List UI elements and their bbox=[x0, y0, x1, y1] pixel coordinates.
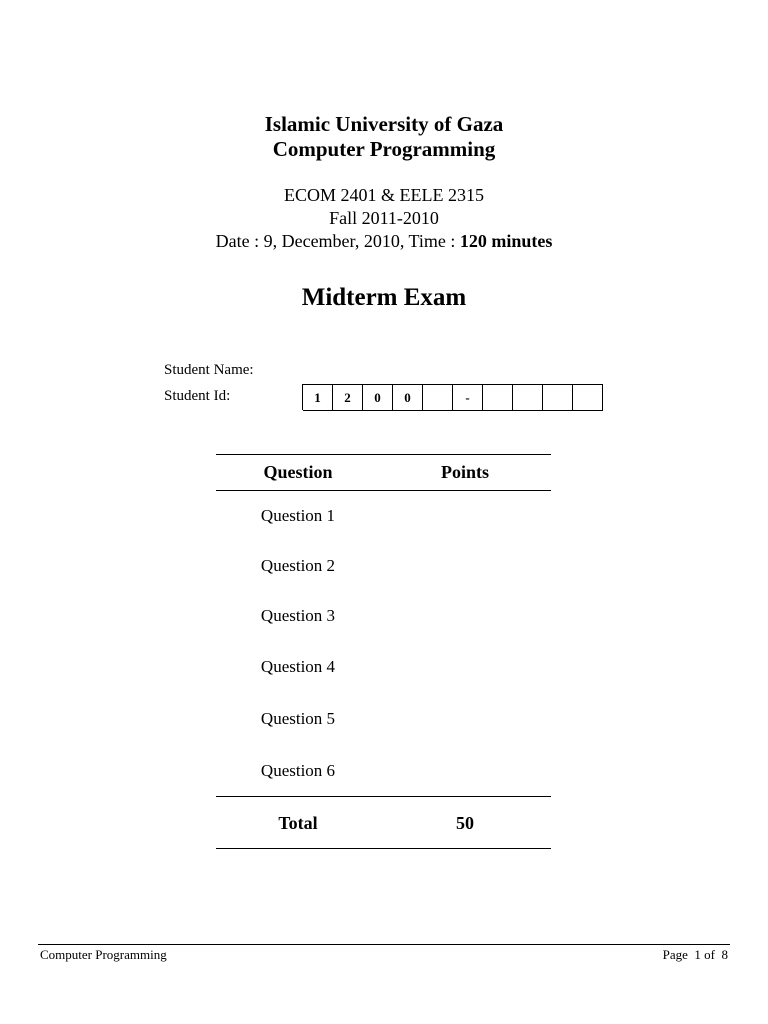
footer-rule bbox=[38, 944, 730, 945]
question-row: Question 1 bbox=[260, 506, 336, 525]
semester: Fall 2011-2010 bbox=[329, 208, 439, 228]
date-time-line bbox=[0, 229, 768, 253]
question-row: Question 2 bbox=[260, 556, 336, 575]
total-points: 50 bbox=[456, 813, 474, 833]
id-box[interactable] bbox=[513, 384, 543, 411]
exam-title: Midterm Exam bbox=[301, 284, 467, 311]
id-box[interactable] bbox=[483, 384, 513, 411]
column-header-question: Question bbox=[263, 462, 333, 482]
university-name: Islamic University of Gaza bbox=[264, 112, 504, 136]
table-header-rule bbox=[216, 490, 551, 491]
course-name: Computer Programming bbox=[272, 137, 496, 161]
id-box[interactable] bbox=[543, 384, 573, 411]
student-name-label: Student Name: bbox=[164, 362, 254, 378]
column-header-points: Points bbox=[440, 462, 489, 482]
id-box[interactable]: 2 bbox=[333, 384, 363, 411]
footer-course-name: Computer Programming bbox=[40, 947, 167, 962]
page-current: 1 bbox=[694, 947, 701, 962]
id-box[interactable] bbox=[573, 384, 603, 411]
table-total-rule bbox=[216, 796, 551, 797]
id-box[interactable] bbox=[423, 384, 453, 411]
student-id-label: Student Id: bbox=[164, 388, 231, 404]
id-box[interactable]: 0 bbox=[393, 384, 423, 411]
question-row: Question 5 bbox=[260, 709, 336, 728]
question-row: Question 4 bbox=[260, 657, 336, 676]
page-label: Page bbox=[662, 947, 688, 962]
question-row: Question 6 bbox=[260, 761, 336, 780]
id-box[interactable]: 1 bbox=[303, 384, 333, 411]
page-total: 8 bbox=[721, 947, 728, 962]
table-bottom-rule bbox=[216, 848, 551, 849]
id-box-separator: - bbox=[453, 384, 483, 411]
date-text: Date : 9, December, 2010, Time : bbox=[215, 231, 460, 251]
table-top-rule bbox=[216, 454, 551, 455]
question-row: Question 3 bbox=[260, 606, 336, 625]
page-of-label: of bbox=[704, 947, 715, 962]
course-codes: ECOM 2401 & EELE 2315 bbox=[284, 185, 484, 205]
exam-duration: 120 minutes bbox=[459, 231, 553, 251]
student-id-boxes bbox=[302, 384, 603, 410]
id-box[interactable]: 0 bbox=[363, 384, 393, 411]
total-label: Total bbox=[278, 813, 318, 833]
footer-page-number bbox=[663, 946, 728, 964]
